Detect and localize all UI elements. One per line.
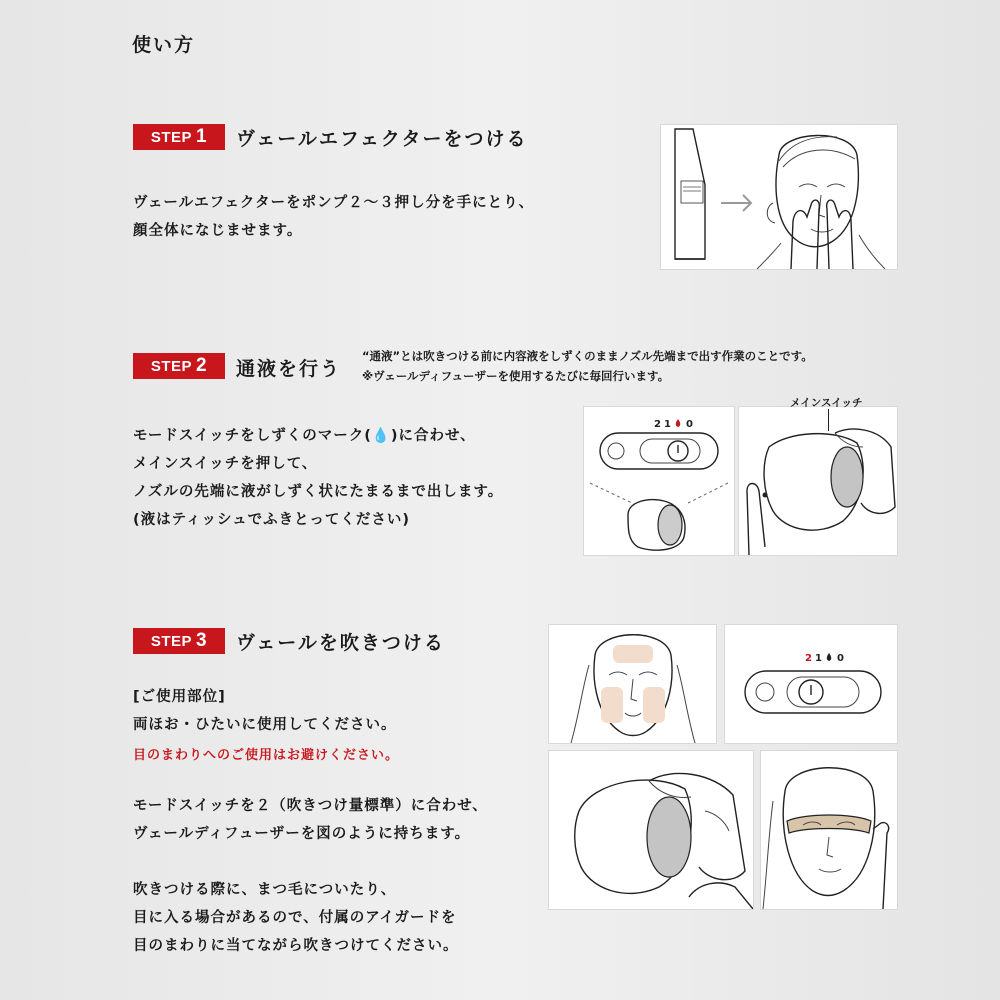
step2-line: モードスイッチをしずくのマーク(💧)に合わせ、: [133, 428, 476, 444]
step2-line: (液はティッシュでふきとってください): [133, 512, 411, 528]
step2-badge-label: STEP: [150, 358, 193, 375]
step3-line: 目に入る場合があるので、付属のアイガードを: [133, 910, 457, 926]
step2-hand-illustration: [738, 406, 898, 556]
step1-description: [133, 189, 534, 245]
main-switch-label: メインスイッチ: [790, 397, 863, 409]
step2-badge-number: 2: [196, 355, 208, 376]
step3-description-b: [133, 876, 459, 960]
step2-note: ※ヴェールディフューザーを使用するたびに毎回行います。: [362, 369, 670, 383]
main-switch-pointer: [828, 409, 829, 431]
step1-badge: [133, 124, 225, 150]
step2-line: ノズルの先端に液がしずく状にたまるまで出します。: [133, 484, 504, 500]
step3-switch-illustration: [724, 624, 898, 744]
droplet-icon: [763, 493, 768, 498]
step2-switch-illustration: [583, 406, 735, 556]
step1-line: 顔全体になじませます。: [133, 223, 303, 239]
switch-mark-2: 2: [654, 419, 661, 430]
step3-badge-label: STEP: [150, 633, 193, 650]
step3-title: ヴェールを吹きつける: [236, 632, 445, 654]
step3-area: [133, 683, 397, 739]
step3-holding-illustration: [548, 750, 754, 910]
step3-line: 吹きつける際に、まつ毛についたり、: [133, 882, 397, 898]
step1-line: ヴェールエフェクターをポンプ２〜３押し分を手にとり、: [133, 195, 535, 211]
switch-mark-0: 0: [837, 653, 844, 664]
step1-badge-number: 1: [196, 126, 208, 147]
step3-line: モードスイッチを２（吹きつけ量標準）に合わせ、: [133, 798, 488, 814]
step3-area-text: 両ほお・ひたいに使用してください。: [133, 717, 397, 733]
step2-description: [133, 422, 503, 534]
page-title: 使い方: [132, 34, 196, 56]
step3-line: 目のまわりに当てながら吹きつけてください。: [133, 938, 459, 954]
step2-note: “通液”とは吹きつける前に内容液をしずくのままノズル先端まで出す作業のことです。: [362, 349, 813, 363]
step3-badge-number: 3: [196, 630, 208, 651]
step3-warning: 目のまわりへのご使用はお避けください。: [133, 748, 400, 763]
step3-badge: [133, 628, 225, 654]
drop-mark-icon: [676, 419, 681, 427]
step3-line: ヴェールディフューザーを図のように持ちます。: [133, 826, 471, 842]
step1-title: ヴェールエフェクターをつける: [236, 128, 528, 150]
switch-mark-2: 2: [805, 653, 812, 664]
step3-eye-guard-illustration: [760, 750, 898, 910]
step3-face-areas-illustration: [548, 624, 717, 744]
switch-mark-0: 0: [686, 419, 693, 430]
step2-line: メインスイッチを押して、: [133, 456, 318, 472]
step3-area-heading: [ご使用部位]: [133, 689, 226, 705]
switch-mark-1: 1: [815, 653, 822, 664]
step3-description-a: [133, 792, 488, 848]
step2-notes: [362, 346, 813, 386]
switch-mark-1: 1: [664, 419, 671, 430]
drop-mark-icon: [827, 653, 832, 661]
step1-illustration: [660, 124, 898, 270]
step1-badge-label: STEP: [150, 129, 193, 146]
step2-badge: [133, 353, 225, 379]
step2-title: 通液を行う: [236, 358, 342, 380]
